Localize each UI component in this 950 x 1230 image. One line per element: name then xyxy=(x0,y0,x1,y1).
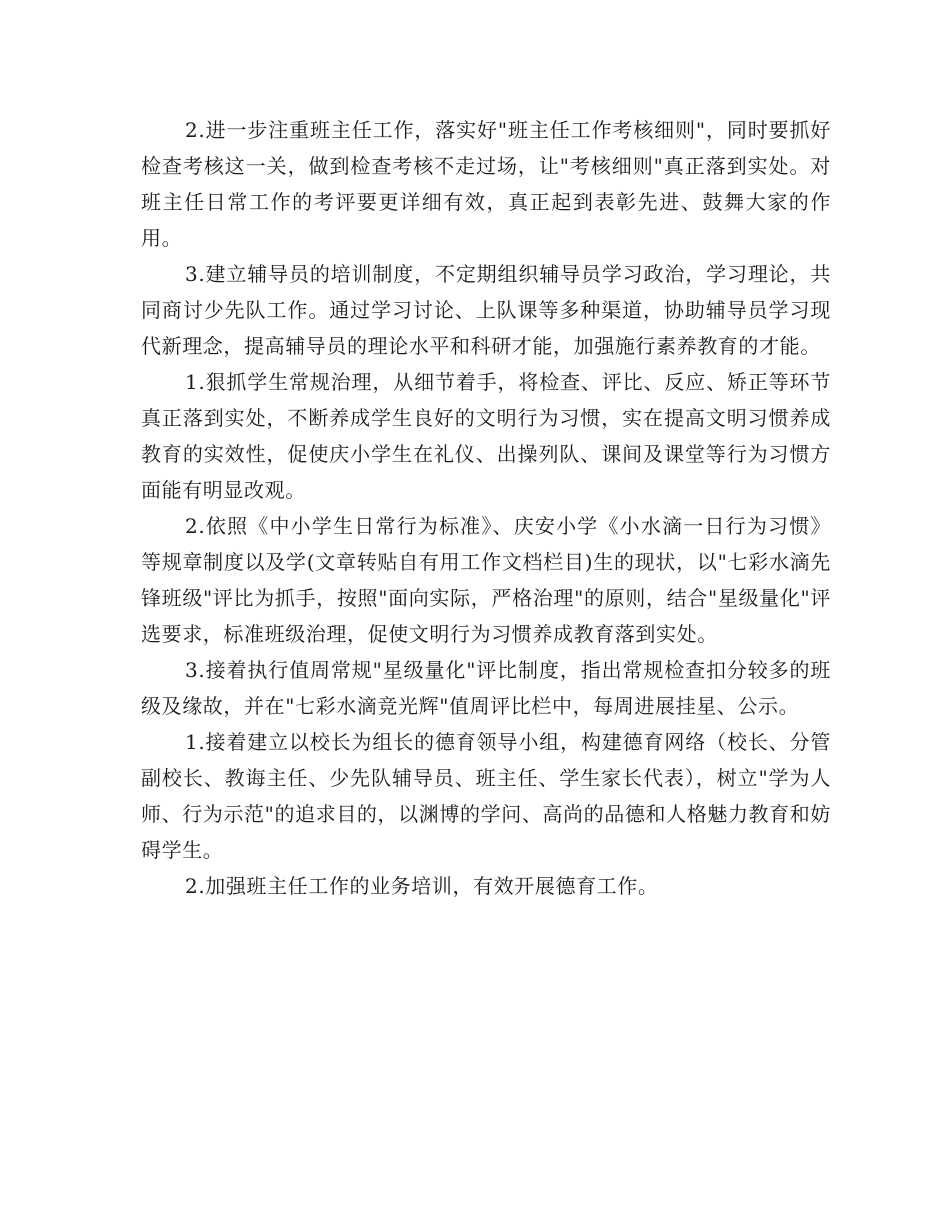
paragraph-4: 2.依照《中小学生日常行为标准》、庆安小学《小水滴一日行为习惯》等规章制度以及学(文章转贴自有用工作文档栏目)生的现状，以"七彩水滴先锋班级"评比为抓手，按照"面向实际，严格治理"的原则，结合"星级量化"评选要求，标准班级治理，促使文明行为习惯养成教育落到实处。 xyxy=(141,514,831,646)
paragraph-1: 2.进一步注重班主任工作，落实好"班主任工作考核细则"，同时要抓好检查考核这一关，做到检查考核不走过场，让"考核细则"真正落到实处。对班主任日常工作的考评要更详细有效，真正起到表彰先进、鼓舞大家的作用。 xyxy=(141,118,831,250)
paragraph-6: 1.接着建立以校长为组长的德育领导小组，构建德育网络（校长、分管副校长、教诲主任、少先队辅导员、班主任、学生家长代表），树立"学为人师、行为示范"的追求目的，以渊博的学问、高尚的品德和人格魅力教育和妨碍学生。 xyxy=(141,730,831,862)
paragraph-5: 3.接着执行值周常规"星级量化"评比制度，指出常规检查扣分较多的班级及缘故，并在"七彩水滴竞光辉"值周评比栏中，每周进展挂星、公示。 xyxy=(141,658,831,718)
paragraph-7: 2.加强班主任工作的业务培训，有效开展德育工作。 xyxy=(185,874,659,898)
paragraph-3: 1.狠抓学生常规治理，从细节着手，将检查、评比、反应、矫正等环节真正落到实处，不断养成学生良好的文明行为习惯，实在提高文明习惯养成教育的实效性，促使庆小学生在礼仪、出操列队、课间及课堂等行为习惯方面能有明显改观。 xyxy=(141,370,831,502)
paragraph-2: 3.建立辅导员的培训制度，不定期组织辅导员学习政治，学习理论，共同商讨少先队工作。通过学习讨论、上队课等多种渠道，协助辅导员学习现代新理念，提高辅导员的理论水平和科研才能，加强施行素养教育的才能。 xyxy=(141,262,831,358)
document-body xyxy=(141,112,831,904)
